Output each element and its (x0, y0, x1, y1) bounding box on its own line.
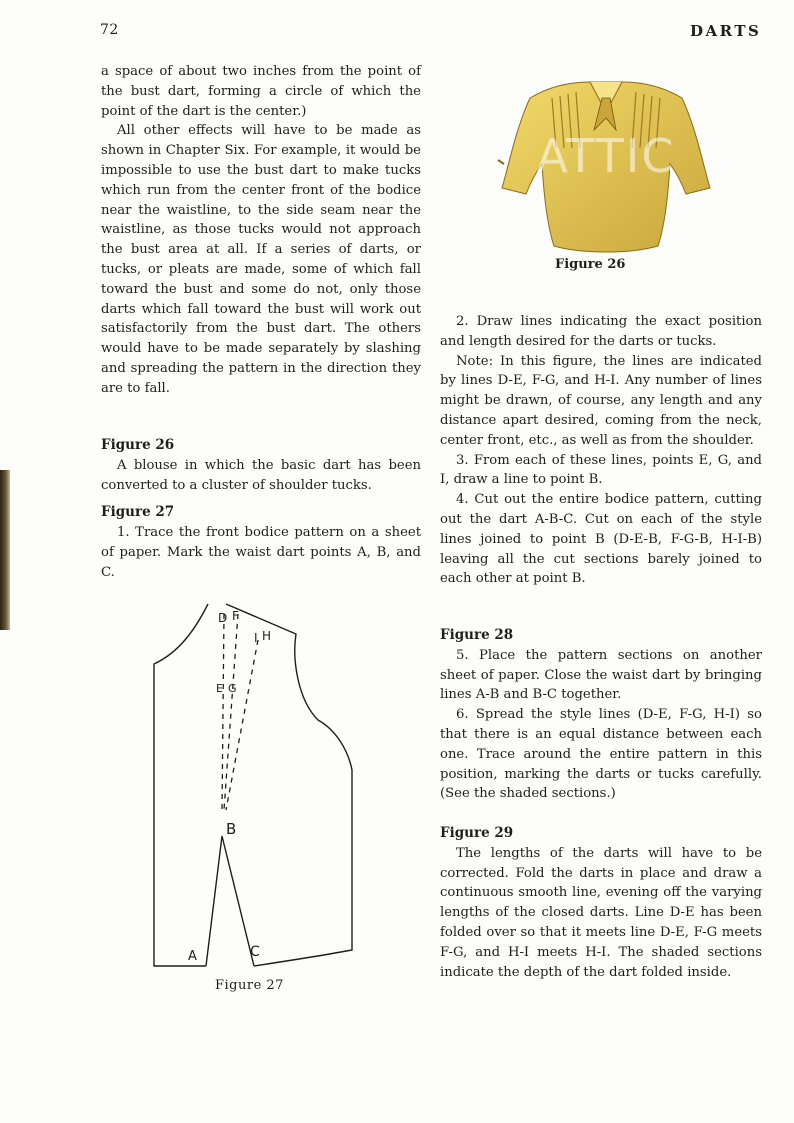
paragraph-other-effects: All other effects will have to be made as shown in Chapter Six. For example, it would be impossible to use the bust dart to make tucks which run from the center front of the bodice near the waistline, to the side seam near the waistline, as those tucks would not approach the bust area at all. If a series of darts, or tucks, or pleats are made, some of which fall toward the bust and some do not, only those darts which fall toward the bust will work out satisfactorily from the bust dart. The others would have to be made separately by slashing and spreading the pattern in the direction they are to fall. (101, 123, 421, 396)
figure-26-caption: Figure 26 (555, 257, 626, 272)
label-b: B (226, 820, 237, 838)
figure-29-heading: Figure 29 (440, 825, 514, 841)
bodice-pattern-diagram (150, 600, 362, 978)
right-column-steps (440, 312, 762, 589)
step-6: 6. Spread the style lines (D-E, F-G, H-I) so that there is an equal distance between each one. Trace around the entire pattern in this position, marking the darts or tucks carefully. (See the shaded sections.) (440, 707, 762, 802)
left-column-text (101, 62, 421, 399)
figure-26-heading: Figure 26 (101, 437, 175, 453)
page-number: 72 (100, 22, 119, 38)
step-5: 5. Place the pattern sections on another sheet of paper. Close the waist dart by bringing lines A-B and B-C together. (440, 647, 762, 703)
figure-29-section (440, 824, 762, 982)
figure-27-heading: Figure 27 (101, 504, 175, 521)
label-h: H (262, 629, 272, 643)
figure-26-description: A blouse in which the basic dart has been converted to a cluster of shoulder tucks. (101, 457, 421, 493)
label-e: E (216, 682, 223, 695)
step-3: 3. From each of these lines, points E, G, and I, draw a line to point B. (440, 452, 762, 488)
figure-27-caption: Figure 27 (215, 978, 284, 993)
label-a: A (188, 949, 197, 964)
label-i: I (254, 631, 258, 645)
step-1: 1. Trace the front bodice pattern on a sheet of paper. Mark the waist dart points A, B, and C. (101, 525, 421, 580)
running-head: DARTS (690, 22, 762, 40)
figure-28-heading: Figure 28 (440, 627, 514, 643)
step-4: 4. Cut out the entire bodice pattern, cutting out the dart A-B-C. Cut on each of the style lines joined to point B (D-E-B, F-G-B, H-I-B) leaving all the cut sections barely joined to each other at point B. (440, 492, 762, 587)
paragraph-continuation: a space of about two inches from the point of the bust dart, forming a circle of which the point of the dart is the center.) (101, 64, 421, 119)
watermark-text: ATTIC (536, 129, 676, 183)
left-column-figures-text (101, 436, 421, 583)
label-g: G (228, 682, 237, 695)
label-c: C (250, 944, 260, 960)
note-paragraph: Note: In this figure, the lines are indicated by lines D-E, F-G, and H-I. Any number of lines might be drawn, of course, any length and any distance apart desired, coming from the neck, center front, etc., as well as from the shoulder. (440, 353, 762, 448)
book-binding-edge (0, 470, 10, 630)
label-f: F (232, 609, 239, 623)
step-2: 2. Draw lines indicating the exact position and length desired for the darts or tucks. (440, 314, 762, 349)
figure-29-description: The lengths of the darts will have to be corrected. Fold the darts in place and draw a continuous smooth line, evening off the varying lengths of the closed darts. Line D-E has been folded over so that it meets line D-E, F-G meets F-G, and H-I meets H-I. The shaded sections indicate the depth of the dart folded inside. (440, 845, 762, 980)
figure-28-section (440, 626, 762, 804)
blouse-illustration (490, 68, 722, 256)
label-d: D (218, 611, 228, 625)
